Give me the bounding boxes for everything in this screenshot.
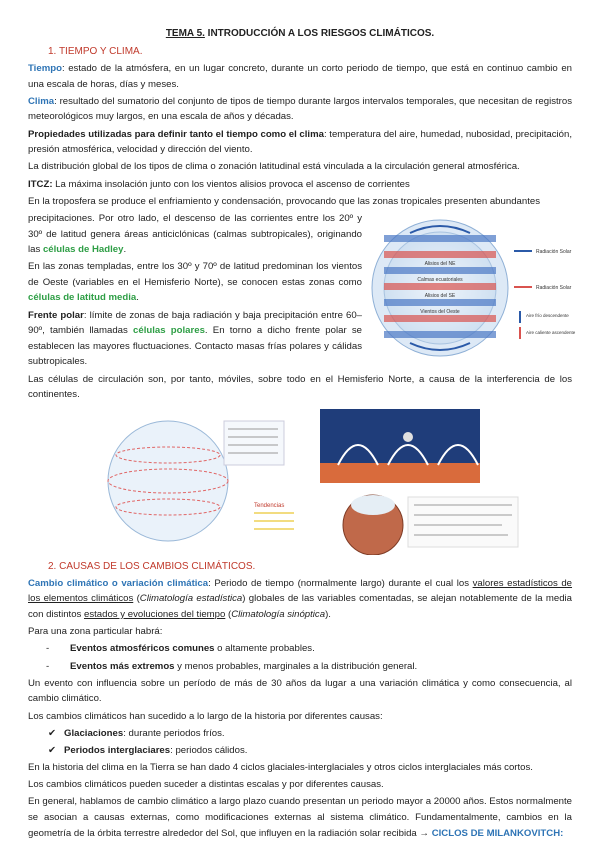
para-templadas-end: .	[136, 292, 139, 304]
check-1-text: : durante periodos fríos.	[123, 727, 225, 739]
para-tropo-end: .	[123, 244, 127, 256]
para-troposfera: precipitaciones. Por otro lado, el descenso de las corrientes entre los 20º y 30º de latitud genera áreas anticiclónicas (calmas subtropicales), originando las células de Hadley.	[28, 212, 362, 256]
list-item	[48, 743, 572, 759]
check-2-text: : periodos cálidos.	[170, 744, 248, 756]
document-page	[28, 26, 576, 843]
para-zona: Para una zona particular habrá:	[28, 626, 163, 638]
term-latitud-media: células de latitud media	[28, 292, 137, 304]
para-props-text: : temperatura del aire, humedad, nubosidad, precipitación, presión atmosférica, velocidad y dirección del viento.	[28, 128, 572, 156]
bullet-2-bold: Eventos más extremos	[70, 660, 175, 672]
dash-marker: -	[46, 660, 50, 672]
para-clima	[28, 94, 572, 125]
circulation-diagram	[370, 213, 576, 363]
list-item	[48, 726, 572, 742]
term-polares: células polares	[133, 325, 205, 337]
para-escalas: Los cambios climáticos pueden suceder a distintas escalas y por diferentes causas.	[28, 779, 384, 791]
figures-row	[28, 405, 572, 555]
term-clima: Clima	[28, 95, 55, 107]
check-icon: ✔	[48, 727, 57, 739]
para-historia: Los cambios climáticos han sucedido a lo largo de la historia por diferentes causas:	[28, 710, 383, 722]
globe-figure	[108, 421, 294, 541]
legend-2: Radiación Solar	[536, 284, 572, 291]
cambio-t4: (	[225, 609, 232, 620]
term-hadley: células de Hadley	[42, 244, 124, 256]
para-general	[28, 794, 572, 841]
band-label-oeste: Vientos del Oeste	[420, 308, 460, 315]
check-1-bold: Glaciaciones	[64, 727, 124, 739]
bullet-2-text: y menos probables, marginales a la distribución general.	[174, 660, 418, 672]
cambio-t5: ).	[325, 609, 331, 620]
para-global: La distribución global de los tipos de clima o zonación latitudinal está vinculada a la circulación general atmosférica.	[28, 161, 520, 173]
para-frente-text2: . En torno a dicho frente polar se establecen las mayores fluctuaciones. Contacto masas frías polares y cálidas subtropicales.	[28, 325, 362, 368]
band-label-se: Alisios del SE	[424, 292, 456, 299]
term-frente-polar: Frente polar	[28, 309, 84, 321]
cambio-u2: estados y evoluciones del tiempo	[84, 609, 226, 620]
dash-marker: -	[46, 643, 50, 655]
milankovitch-link[interactable]: CICLOS DE MILANKOVITCH:	[431, 827, 564, 839]
band-label-ne: Alisios del NE	[424, 260, 456, 267]
cambio-t2: (	[133, 593, 140, 605]
legend-1: Radiación Solar	[536, 248, 572, 255]
tropo-text-first-line: En la troposfera se produce el enfriamiento y condensación, provocando que las zonas tropicales presenten abundantes	[28, 195, 540, 207]
globe-label: Tendencias	[254, 502, 285, 509]
list-item	[46, 641, 572, 657]
earth-cells-figure	[343, 495, 518, 555]
para-ciclos: En la historia del clima en la Tierra se han dado 4 ciclos glaciales-interglaciales y otros ciclos interglaciales más cortos.	[28, 762, 533, 774]
section-1-heading: 1. TIEMPO Y CLIMA.	[48, 46, 143, 57]
term-cambio-climatico: Cambio climático o variación climática	[28, 577, 209, 589]
page-title	[28, 26, 572, 42]
cambio-t1: : Periodo de tiempo (normalmente largo) durante el cual los	[208, 577, 473, 589]
cambio-t3: ) globales de las variables comentadas, se alejan notablemente de la media con distintos	[28, 593, 572, 620]
bullet-1-text: o altamente probables.	[214, 643, 315, 655]
atmospheric-cells-figure	[320, 409, 480, 483]
term-tiempo: Tiempo	[28, 63, 62, 74]
para-propiedades	[28, 127, 572, 158]
para-tiempo-text: : estado de la atmósfera, en un lugar concreto, durante un corto periodo de tiempo, que está en continuo cambio en una escala de horas, días y meses.	[28, 63, 572, 90]
para-itcz-text: La máxima insolación junto con los vientos alisios provoca el ascenso de corrientes	[52, 178, 410, 190]
para-troposfera-intro	[28, 194, 572, 210]
para-clima-text: : resultado del sumatorio del conjunto de tipos de tiempo durante largos intervalos temporales, que necesitan de registros meteorológicos muy largos, en una escala de años y décadas.	[28, 95, 572, 123]
para-cambio-climatico	[28, 576, 572, 623]
check-icon: ✔	[48, 744, 57, 756]
para-evento: Un evento con influencia sobre un período de más de 30 años da lugar a una variación climática y como consecuencia, al cambio climático.	[28, 677, 572, 705]
check-2-bold: Periodos interglaciares	[64, 744, 171, 756]
cambio-i2: Climatología sinóptica	[231, 609, 326, 620]
para-celulas: Las células de circulación son, por tanto, móviles, sobre todo en el Hemisferio Norte, a causa de la interferencia de los continentes.	[28, 373, 572, 401]
cambio-u1: valores estadísticos de los elementos climáticos	[28, 577, 573, 605]
title-prefix: TEMA 5.	[165, 28, 205, 39]
term-itcz: ITCZ:	[28, 178, 53, 190]
legend-3: Aire frío descendente	[526, 312, 569, 318]
title-text: INTRODUCCIÓN A LOS RIESGOS CLIMÁTICOS.	[204, 28, 435, 39]
cambio-i1: Climatología estadística	[139, 593, 243, 605]
bullet-1-bold: Eventos atmosféricos comunes	[70, 643, 215, 655]
section-2-heading: 2. CAUSAS DE LOS CAMBIOS CLIMÁTICOS.	[48, 560, 256, 572]
band-label-calmas: Calmas ecuatoriales	[417, 276, 463, 283]
para-itcz	[28, 177, 572, 193]
term-propiedades: Propiedades utilizadas para definir tanto el tiempo como el clima	[28, 128, 324, 140]
para-templadas-text: En las zonas templadas, entre los 30º y 70º de latitud predominan los vientos de Oeste (variables en el Hemisferio Norte), se conocen estas zonas como	[28, 261, 362, 288]
para-general-text: En general, hablamos de cambio climático a largo plazo cuando presentan un periodo mayor a 20000 años. Estos normalmente se asocian a causas externas, como modificaciones externas al sistema climático. Fundamentalmente, cambios en la geometría de la órbita terrestre alrededor del Sol, que influyen en la radiación solar recibida →	[28, 796, 572, 839]
para-tiempo	[28, 61, 572, 92]
para-frente-text1: : límite de zonas de baja radiación y baja precipitación entre 60–90º, también llamadas	[28, 309, 362, 337]
legend-4: Aire caliente ascendente	[526, 329, 576, 335]
list-item	[46, 659, 572, 675]
